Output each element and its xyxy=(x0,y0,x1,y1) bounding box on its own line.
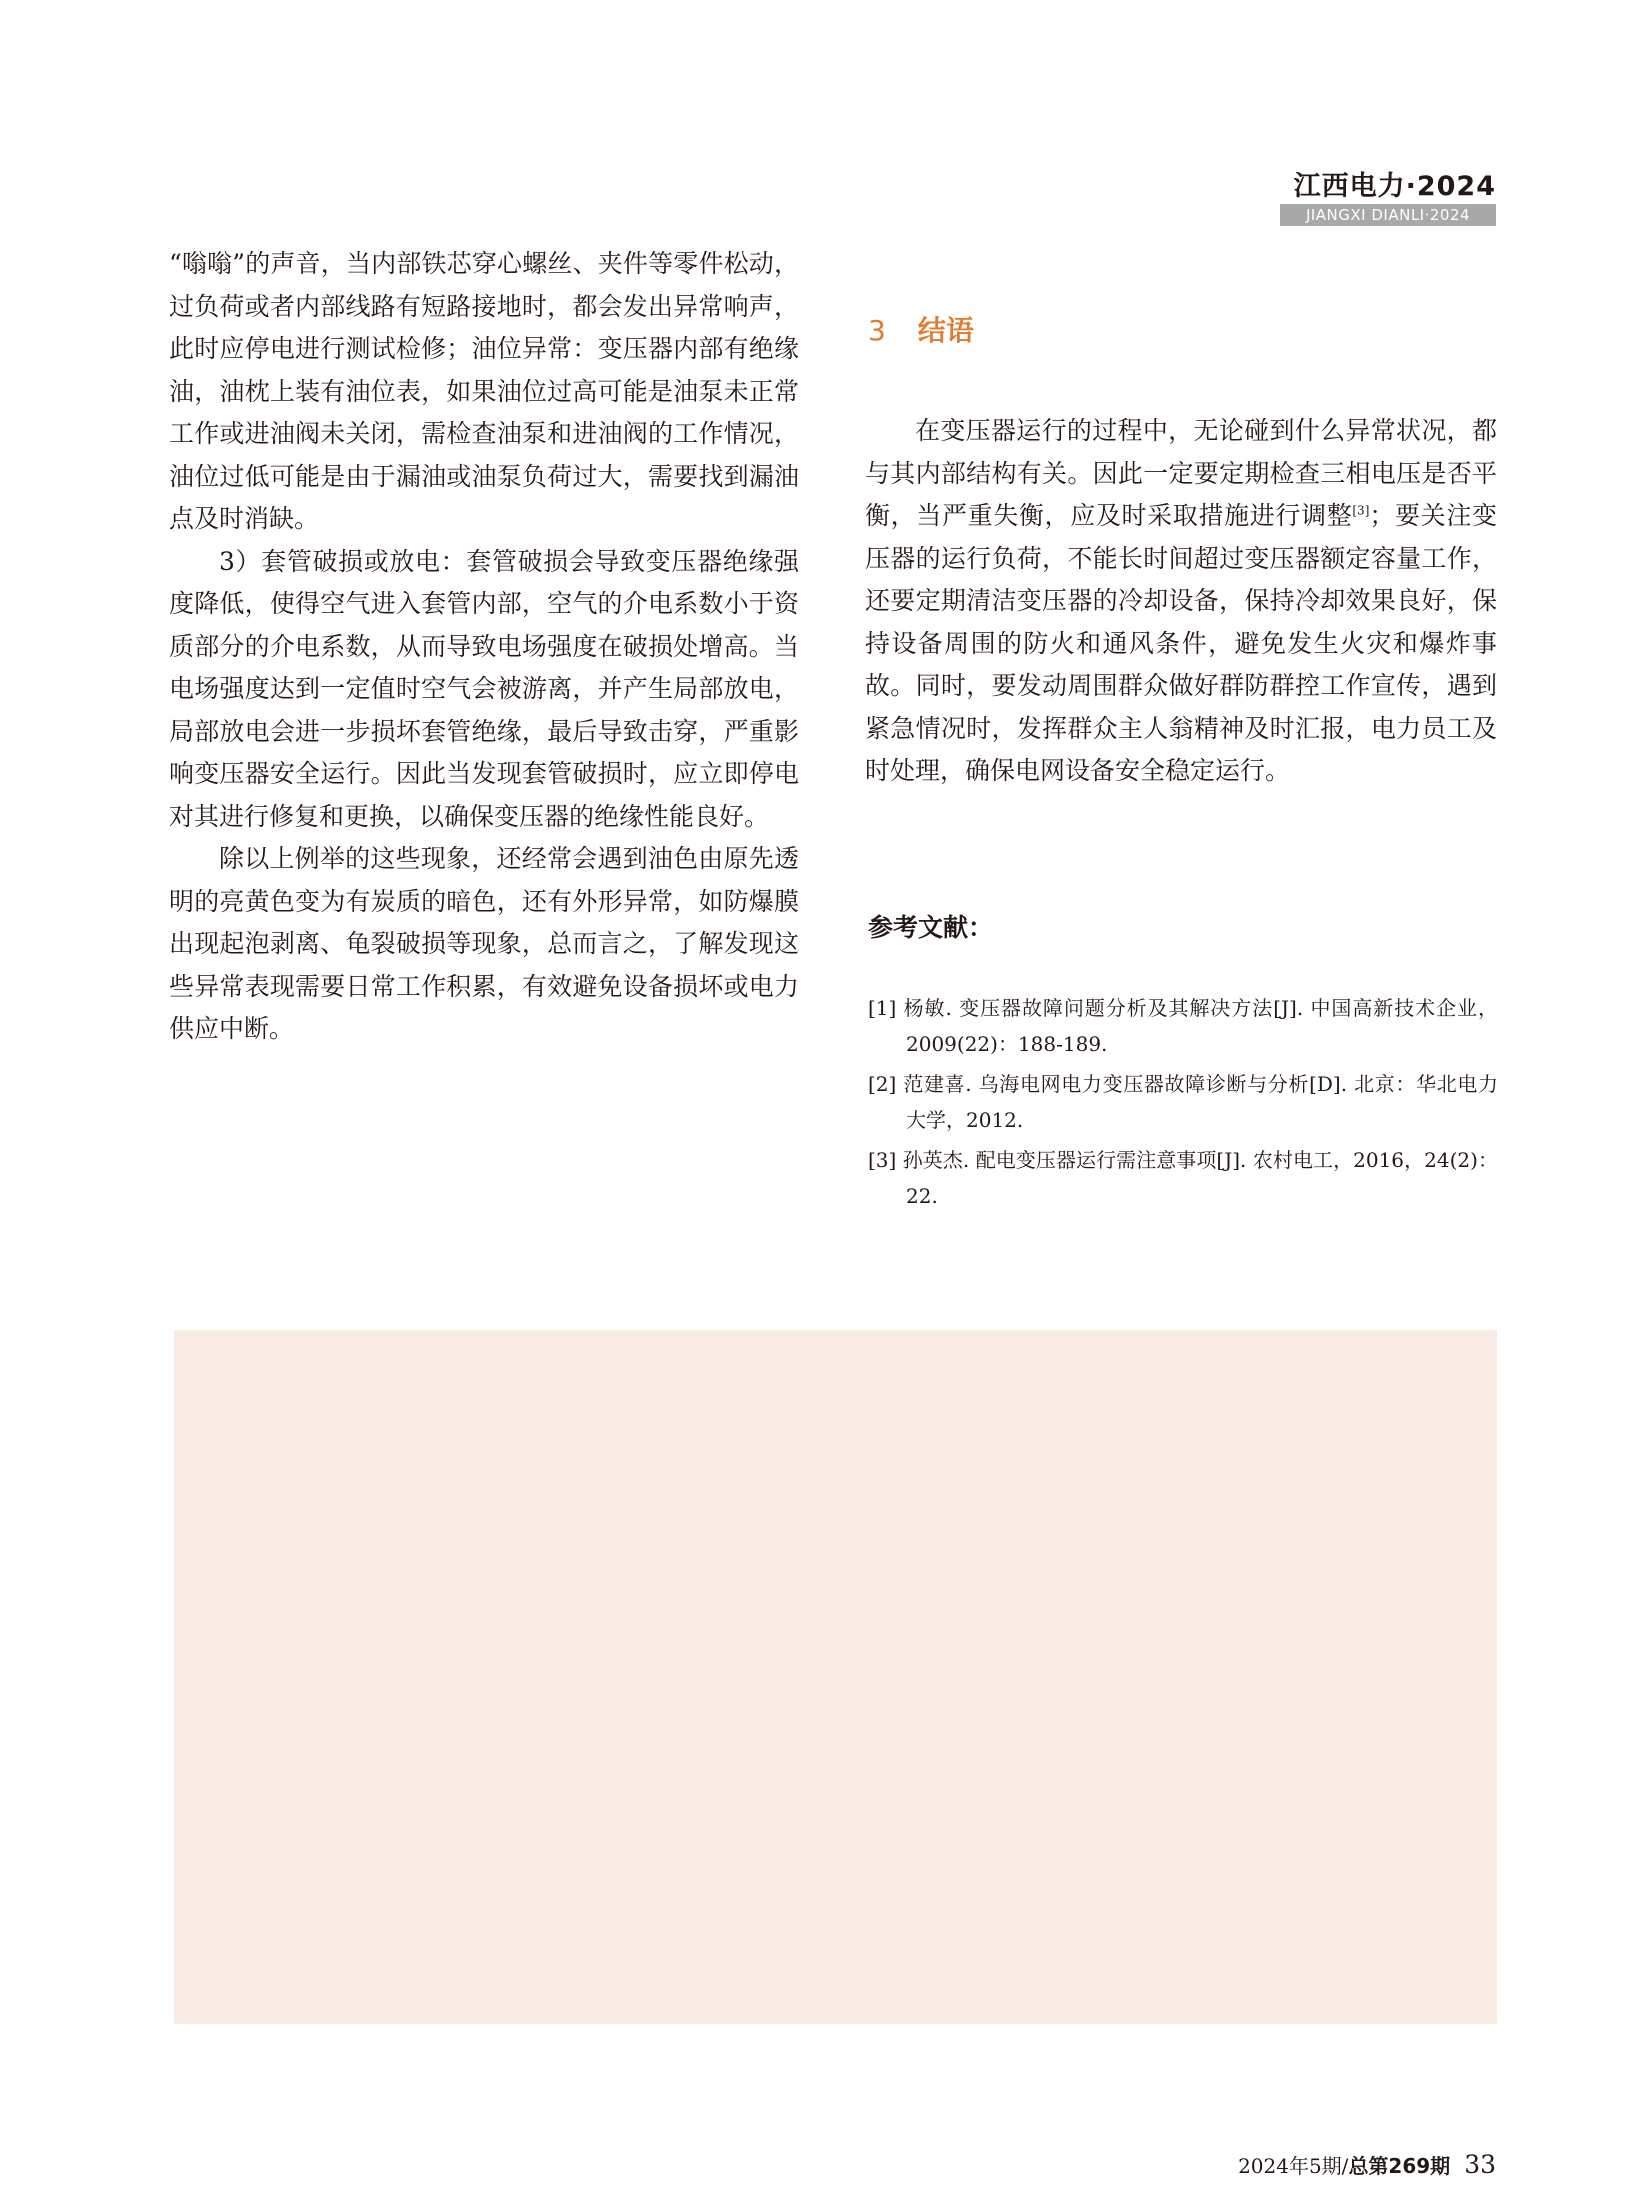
citation-marker[interactable]: [3] xyxy=(1352,503,1370,518)
reference-item: [3] 孙英杰. 配电变压器运行需注意事项[J]. 农村电工，2016，24(2)：22. xyxy=(868,1148,1498,1208)
page-number: 33 xyxy=(1464,2150,1496,2179)
reference-item: [2] 范建喜. 乌海电网电力变压器故障诊断与分析[D]. 北京：华北电力大学，2012. xyxy=(868,1072,1498,1132)
page-footer xyxy=(1238,2150,1496,2179)
right-column xyxy=(865,305,1497,793)
footer-issue: 2024年5期/ xyxy=(1238,2154,1349,2178)
paragraph-other-anomalies: 除以上例举的这些现象，还经常会遇到油色由原先透明的亮黄色变为有炭质的暗色，还有外形异常，如防爆膜出现起泡剥离、龟裂破损等现象，总而言之，了解发现这些异常表现需要日常工作积累，有效避免设备损坏或电力供应中断。 xyxy=(169,844,799,1043)
advertisement-placeholder xyxy=(174,1330,1497,2024)
footer-total-issue: 总第269期 xyxy=(1348,2154,1451,2178)
paragraph-bushing: 3）套管破损或放电：套管破损会导致变压器绝缘强度降低，使得空气进入套管内部，空气的介电系数小于资质部分的介电系数，从而导致电场强度在破损处增高。当电场强度达到一定值时空气会被游离，并产生局部放电，局部放电会进一步损坏套管绝缘，最后导致击穿，严重影响变压器安全运行。因此当发现套管破损时，应立即停电对其进行修复和更换，以确保变压器的绝缘性能良好。 xyxy=(169,546,799,831)
left-column xyxy=(169,243,799,1051)
journal-subtitle: JIANGXI DIANLI·2024 xyxy=(1280,204,1496,226)
journal-title: 江西电力·2024 xyxy=(1293,171,1496,202)
conclusion-text-1: 在变压器运行的过程中，无论碰到什么异常状况，都与其内部结构有关。因此一定要定期检查三相电压是否平衡，当严重失衡，应及时采取措施进行调整 xyxy=(865,416,1497,530)
conclusion-text-2: ；要关注变压器的运行负荷，不能长时间超过变压器额定容量工作，还要定期清洁变压器的冷却设备，保持冷却效果良好，保持设备周围的防火和通风条件，避免发生火灾和爆炸事故。同时，要发动周围群众做好群防群控工作宣传，遇到紧急情况时，发挥群众主人翁精神及时汇报，电力员工及时处理，确保电网设备安全稳定运行。 xyxy=(865,501,1497,785)
references-list xyxy=(868,990,1498,1218)
section-number: 3 xyxy=(868,314,886,347)
section-title: 结语 xyxy=(917,314,974,347)
conclusion-paragraph xyxy=(865,410,1497,793)
references-heading: 参考文献： xyxy=(868,913,994,942)
paragraph-continued: “嗡嗡”的声音，当内部铁芯穿心螺丝、夹件等零件松动，过负荷或者内部线路有短路接地时，都会发出异常响声，此时应停电进行测试检修；油位异常：变压器内部有绝缘油，油枕上装有油位表，如果油位过高可能是油泵未正常工作或进油阀未关闭，需检查油泵和进油阀的工作情况，油位过低可能是由于漏油或油泵负荷过大，需要找到漏油点及时消缺。 xyxy=(169,249,799,533)
reference-item: [1] 杨敏. 变压器故障问题分析及其解决方法[J]. 中国高新技术企业，2009(22)：188-189. xyxy=(868,996,1498,1056)
